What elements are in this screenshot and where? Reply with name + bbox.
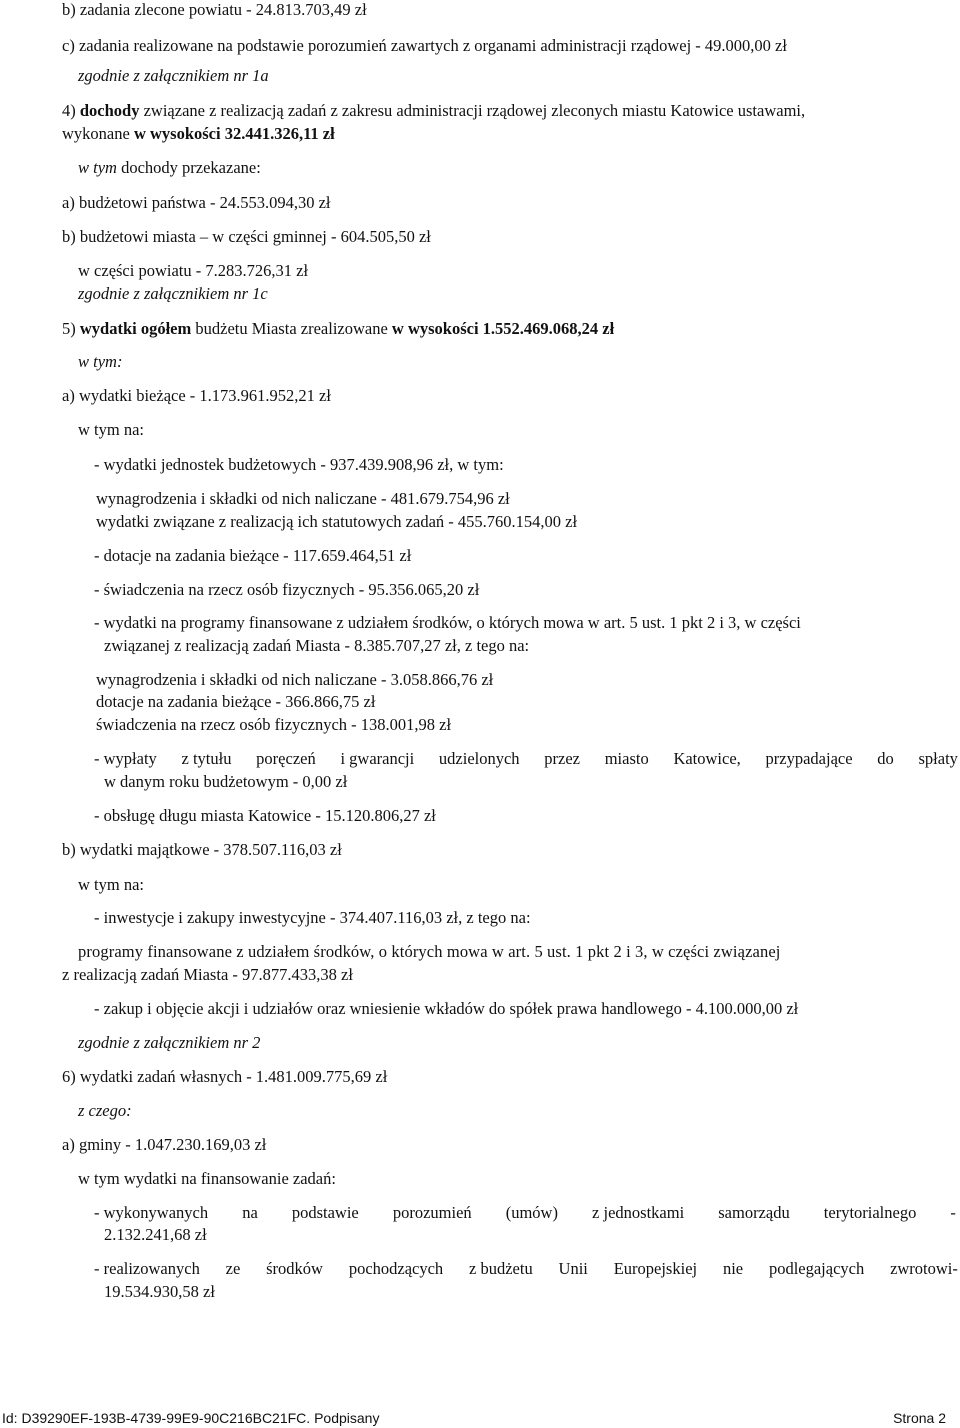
line-czesci-powiatu: w części powiatu - 7.283.726,31 zł [78,261,309,280]
line-programy-majatkowe-cont: z realizacją zadań Miasta - 97.877.433,38 zł [62,965,353,984]
line-programy-majatkowe: programy finansowane z udziałem środków, o których mowa w art. 5 ust. 1 pkt 2 i 3, w części związanej [78,942,781,961]
line-wykonywanych-amount: 2.132.241,68 zł [104,1225,207,1244]
line-wynagrodzenia-2: wynagrodzenia i składki od nich naliczane - 3.058.866,76 zł [96,670,494,689]
line-dochody-header: 4) dochody związane z realizacją zadań z zakresu administracji rządowej zleconych miastu Katowice ustawami, [62,101,806,120]
line-budzetowi-miasta: b) budżetowi miasta – w części gminnej - 604.505,50 zł [62,227,431,246]
line-obsluga-dlugu: - obsługę długu miasta Katowice - 15.120.806,27 zł [94,806,436,825]
line-zadania-porozumienia: c) zadania realizowane na podstawie porozumień zawartych z organami administracji rządowej - 49.000,00 zł [62,36,787,55]
line-wydatki-biezace: a) wydatki bieżące - 1.173.961.952,21 zł [62,386,331,405]
line-statutowych-zadan: wydatki związane z realizacją ich statutowych zadań - 455.760.154,00 zł [96,512,578,531]
line-zakup-akcji: - zakup i objęcie akcji i udziałów oraz wniesienie wkładów do spółek prawa handlowego - 4.100.000,00 zł [94,999,799,1018]
line-w-tym-na-2: w tym na: [78,875,144,894]
line-programy-finansowane: - wydatki na programy finansowane z udziałem środków, o których mowa w art. 5 ust. 1 pkt 2 i 3, w części [94,613,801,632]
line-programy-cont: związanej z realizacją zadań Miasta - 8.385.707,27 zł, z tego na: [104,636,530,655]
line-finansowanie-zadan: w tym wydatki na finansowanie zadań: [78,1169,336,1188]
line-realizowanych-amount: 19.534.930,58 zł [104,1282,215,1301]
line-swiadczenia: - świadczenia na rzecz osób fizycznych - 95.356.065,20 zł [94,580,480,599]
line-zadania-zlecone-powiatu: b) zadania zlecone powiatu - 24.813.703,49 zł [62,0,367,19]
line-swiadczenia-2: świadczenia na rzecz osób fizycznych - 138.001,98 zł [96,715,452,734]
line-dotacje-2: dotacje na zadania bieżące - 366.866,75 zł [96,692,376,711]
line-w-tym-dochody: w tym dochody przekazane: [78,158,261,177]
line-wydatki-majatkowe: b) wydatki majątkowe - 378.507.116,03 zł [62,840,342,859]
line-wydatki-zadan-wlasnych: 6) wydatki zadań własnych - 1.481.009.775,69 zł [62,1067,388,1086]
line-jednostek-budzetowych: - wydatki jednostek budżetowych - 937.439.908,96 zł, w tym: [94,455,504,474]
line-realizowanych: - realizowanych ze środków pochodzących z budżetu Unii Europejskiej nie podlegających zwrotowi- [94,1259,958,1278]
line-zalacznik-1a: zgodnie z załącznikiem nr 1a [78,66,269,85]
line-zalacznik-1c: zgodnie z załącznikiem nr 1c [78,284,268,303]
footer-page-number: Strona 2 [893,1410,946,1426]
line-wykonywanych: - wykonywanych na podstawie porozumień (umów) z jednostkami samorządu terytorialnego - [94,1203,956,1222]
line-budzetowi-panstwa: a) budżetowi państwa - 24.553.094,30 zł [62,193,331,212]
line-gminy: a) gminy - 1.047.230.169,03 zł [62,1135,267,1154]
footer-document-id: Id: D39290EF-193B-4739-99E9-90C216BC21FC. Podpisany [2,1410,380,1426]
line-dochody-amount: wykonane w wysokości 32.441.326,11 zł [62,124,335,143]
line-dotacje-biezace: - dotacje na zadania bieżące - 117.659.464,51 zł [94,546,412,565]
line-wydatki-ogolem: 5) wydatki ogółem budżetu Miasta zrealizowane w wysokości 1.552.469.068,24 zł [62,319,615,338]
line-w-tym-na-1: w tym na: [78,420,144,439]
line-zalacznik-2: zgodnie z załącznikiem nr 2 [78,1033,261,1052]
line-z-czego: z czego: [78,1101,132,1120]
line-inwestycje: - inwestycje i zakupy inwestycyjne - 374.407.116,03 zł, z tego na: [94,908,531,927]
line-wynagrodzenia-1: wynagrodzenia i składki od nich naliczane - 481.679.754,96 zł [96,489,510,508]
line-wyplaty-cont: w danym roku budżetowym - 0,00 zł [104,772,348,791]
line-w-tym: w tym: [78,352,123,371]
line-wyplaty-poreczen: - wypłaty z tytułu poręczeń i gwarancji udzielonych przez miasto Katowice, przypadające do spłaty [94,749,958,768]
